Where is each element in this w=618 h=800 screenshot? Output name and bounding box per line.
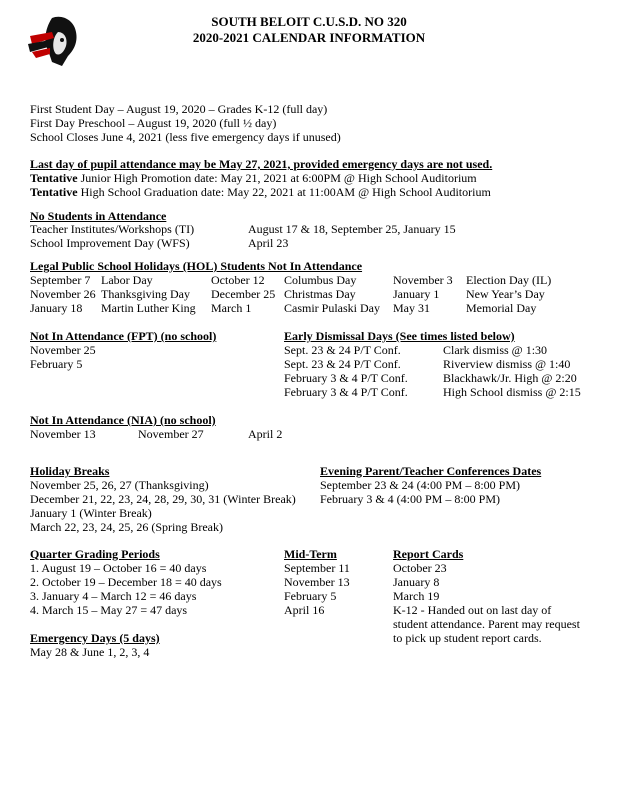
wfs-dates: April 23 bbox=[248, 236, 289, 250]
holiday-date: March 1 bbox=[211, 301, 252, 315]
ti-dates: August 17 & 18, September 25, January 15 bbox=[248, 222, 456, 236]
conference-line: September 23 & 24 (4:00 PM – 8:00 PM) bbox=[320, 478, 520, 492]
holiday-breaks-heading: Holiday Breaks bbox=[30, 464, 110, 478]
quarters-heading: Quarter Grading Periods bbox=[30, 547, 160, 561]
holiday-name: Christmas Day bbox=[284, 287, 356, 301]
holiday-date: November 3 bbox=[393, 273, 453, 287]
ti-label: Teacher Institutes/Workshops (TI) bbox=[30, 222, 195, 236]
no-students-heading: No Students in Attendance bbox=[30, 209, 167, 223]
holiday-name: New Year’s Day bbox=[466, 287, 545, 301]
holiday-name: Labor Day bbox=[101, 273, 153, 287]
early-dismissal-conf: Sept. 23 & 24 P/T Conf. bbox=[284, 357, 401, 371]
report-cards-heading: Report Cards bbox=[393, 547, 464, 561]
report-card-line: October 23 bbox=[393, 561, 447, 575]
tentative-graduation: Tentative High School Graduation date: May 22, 2021 at 11:00AM @ High School Auditorium bbox=[30, 185, 491, 199]
school-closes: School Closes June 4, 2021 (less five emergency days if unused) bbox=[30, 130, 341, 144]
nia-date: November 13 bbox=[30, 427, 96, 441]
holiday-date: October 12 bbox=[211, 273, 265, 287]
first-day-preschool: First Day Preschool – August 19, 2020 (full ½ day) bbox=[30, 116, 277, 130]
tentative-promotion: Tentative Junior High Promotion date: May 21, 2021 at 6:00PM @ High School Auditorium bbox=[30, 171, 477, 185]
early-dismissal-time: Blackhawk/Jr. High @ 2:20 bbox=[443, 371, 577, 385]
midterm-date: February 5 bbox=[284, 589, 337, 603]
holiday-date: September 7 bbox=[30, 273, 91, 287]
midterm-date: September 11 bbox=[284, 561, 350, 575]
midterm-date: November 13 bbox=[284, 575, 350, 589]
holidays-heading: Legal Public School Holidays (HOL) Students Not In Attendance bbox=[30, 259, 363, 273]
early-dismissal-time: Clark dismiss @ 1:30 bbox=[443, 343, 548, 357]
report-card-line: K-12 - Handed out on last day of bbox=[393, 603, 552, 617]
report-card-line: to pick up student report cards. bbox=[393, 631, 542, 645]
midterm-heading: Mid-Term bbox=[284, 547, 337, 561]
break-line: March 22, 23, 24, 25, 26 (Spring Break) bbox=[30, 520, 223, 534]
first-student-day: First Student Day – August 19, 2020 – Grades K-12 (full day) bbox=[30, 102, 328, 116]
nia-date: November 27 bbox=[138, 427, 204, 441]
holiday-name: Casmir Pulaski Day bbox=[284, 301, 380, 315]
nia-date: April 2 bbox=[248, 427, 283, 441]
break-line: January 1 (Winter Break) bbox=[30, 506, 152, 520]
early-dismissal-heading: Early Dismissal Days (See times listed below) bbox=[284, 329, 515, 343]
quarter-line: 4. March 15 – May 27 = 47 days bbox=[30, 603, 188, 617]
page-subtitle: 2020-2021 CALENDAR INFORMATION bbox=[192, 30, 426, 45]
holiday-date: May 31 bbox=[393, 301, 430, 315]
holiday-name: Memorial Day bbox=[466, 301, 537, 315]
conferences-heading: Evening Parent/Teacher Conferences Dates bbox=[320, 464, 542, 478]
quarter-line: 3. January 4 – March 12 = 46 days bbox=[30, 589, 197, 603]
break-line: November 25, 26, 27 (Thanksgiving) bbox=[30, 478, 209, 492]
early-dismissal-time: High School dismiss @ 2:15 bbox=[443, 385, 581, 399]
holiday-date: January 18 bbox=[30, 301, 83, 315]
emergency-dates: May 28 & June 1, 2, 3, 4 bbox=[30, 645, 150, 659]
fpt-heading: Not In Attendance (FPT) (no school) bbox=[30, 329, 217, 343]
quarter-line: 1. August 19 – October 16 = 40 days bbox=[30, 561, 207, 575]
fpt-date: November 25 bbox=[30, 343, 96, 357]
break-line: December 21, 22, 23, 24, 28, 29, 30, 31 (Winter Break) bbox=[30, 492, 296, 506]
conference-line: February 3 & 4 (4:00 PM – 8:00 PM) bbox=[320, 492, 500, 506]
early-dismissal-conf: February 3 & 4 P/T Conf. bbox=[284, 385, 408, 399]
holiday-date: December 25 bbox=[211, 287, 276, 301]
report-card-line: January 8 bbox=[393, 575, 440, 589]
emergency-heading: Emergency Days (5 days) bbox=[30, 631, 160, 645]
holiday-name: Columbus Day bbox=[284, 273, 357, 287]
holiday-name: Martin Luther King bbox=[101, 301, 196, 315]
page-title: SOUTH BELOIT C.U.S.D. NO 320 bbox=[211, 14, 407, 29]
report-card-line: March 19 bbox=[393, 589, 440, 603]
early-dismissal-conf: Sept. 23 & 24 P/T Conf. bbox=[284, 343, 401, 357]
holiday-name: Thanksgiving Day bbox=[101, 287, 190, 301]
holiday-date: January 1 bbox=[393, 287, 440, 301]
early-dismissal-time: Riverview dismiss @ 1:40 bbox=[443, 357, 571, 371]
nia-heading: Not In Attendance (NIA) (no school) bbox=[30, 413, 216, 427]
holiday-name: Election Day (IL) bbox=[466, 273, 552, 287]
report-card-line: student attendance. Parent may request bbox=[393, 617, 580, 631]
quarter-line: 2. October 19 – December 18 = 40 days bbox=[30, 575, 222, 589]
wfs-label: School Improvement Day (WFS) bbox=[30, 236, 190, 250]
last-day-note: Last day of pupil attendance may be May 27, 2021, provided emergency days are not used. bbox=[30, 157, 493, 171]
early-dismissal-conf: February 3 & 4 P/T Conf. bbox=[284, 371, 408, 385]
midterm-date: April 16 bbox=[284, 603, 325, 617]
fpt-date: February 5 bbox=[30, 357, 83, 371]
holiday-date: November 26 bbox=[30, 287, 96, 301]
